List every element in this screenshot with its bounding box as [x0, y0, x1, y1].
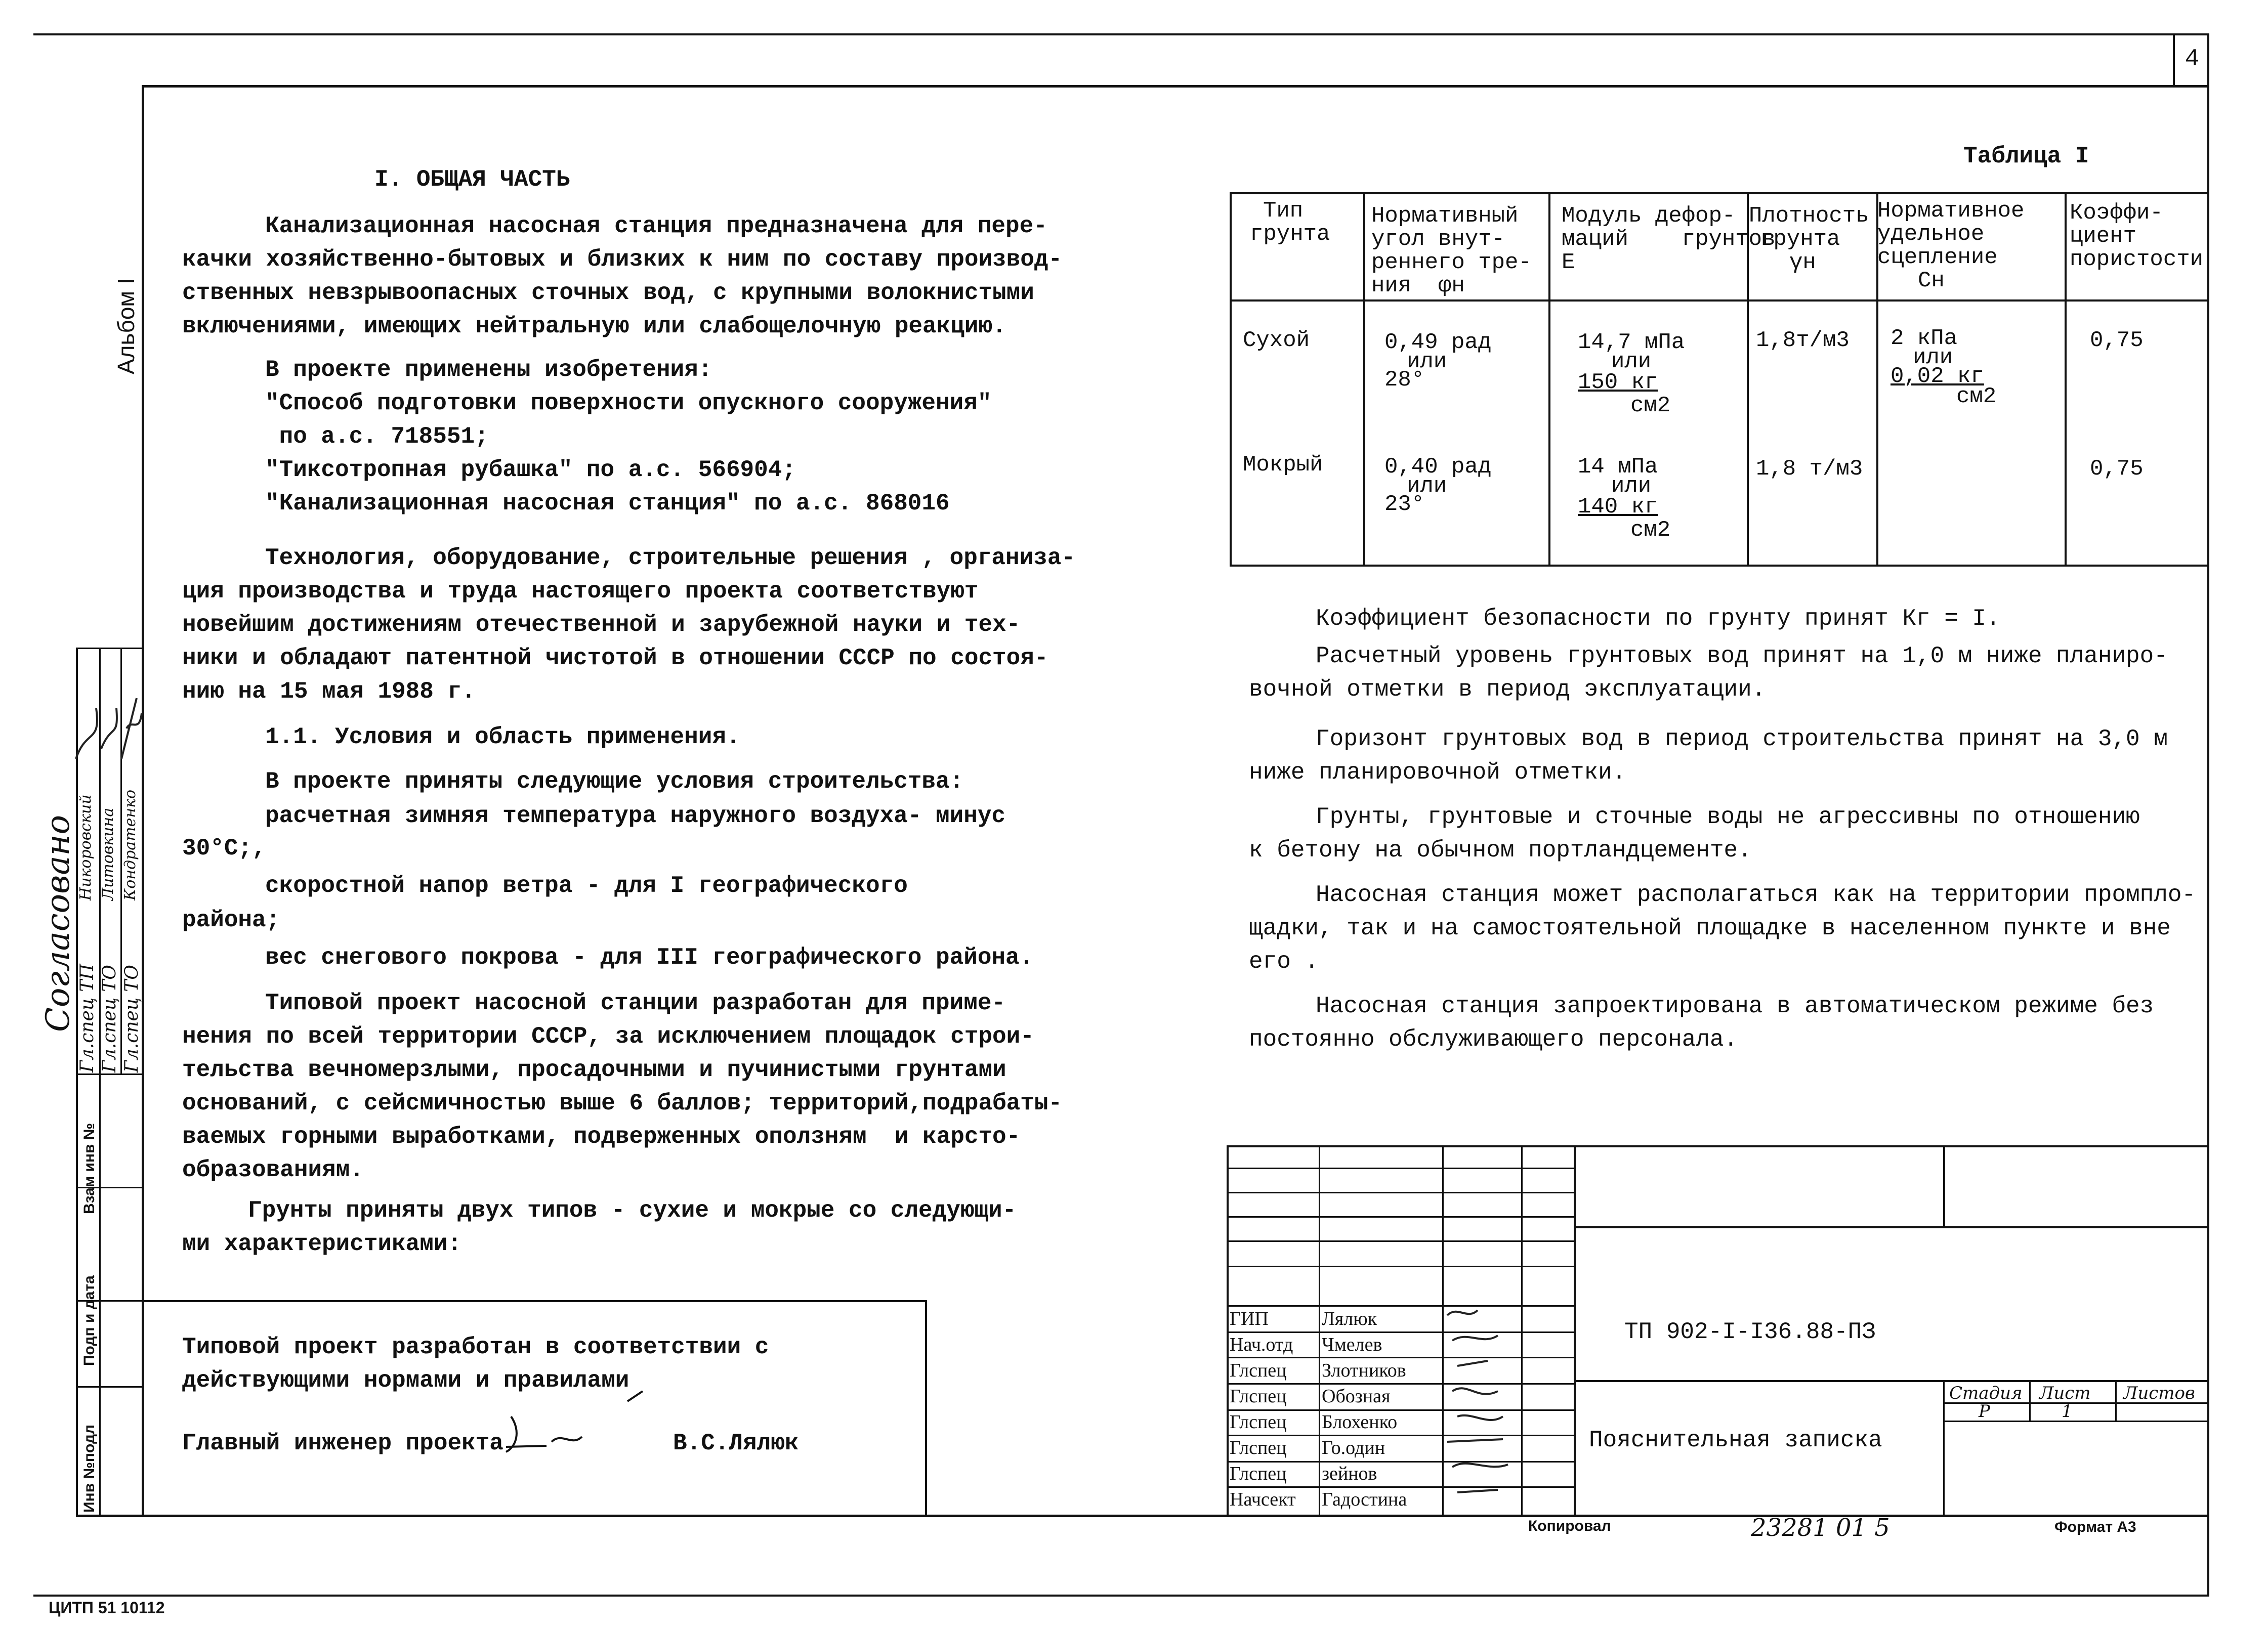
inner-frame-top [142, 85, 2208, 88]
chief-engineer-name: В.С.Лялюк [673, 1430, 799, 1456]
conditions-line-1: В проекте приняты следующие условия строительства: [265, 768, 964, 795]
archive-number: 23281 01 5 [1751, 1514, 1890, 1542]
stamp-names: Лялюк Чмелев Злотников Обозная Блохенко Го.один зейнов Гадостина [1322, 1308, 1407, 1510]
paragraph-technology: Технология, оборудование, строительные решения , организа- ция производства и труда настоящего проекта соответствуют новейшим достижениям отечественной и зарубежной науки и тех- ники и обладают патентной чистотой в отношении СССР по состоя- нию на 15 мая 1988 г. [182, 545, 1076, 705]
header-density: Плотность грунта γн [1749, 203, 1869, 275]
agreed-row-1: Гл.спец ТП [77, 964, 98, 1072]
paragraph-inventions: В проекте применены изобретения: "Способ подготовки поверхности опускного сооружения" по а.с. 718551; "Тиксотропная рубашка" по а.с. 566904; "Канализационная насосная станция" по а.с. 868016 [265, 357, 992, 517]
norms-note: Типовой проект разработан в соответствии с действующими нормами и правилами [182, 1334, 769, 1394]
sheets-header: Листов [2123, 1383, 2195, 1403]
sheet-header: Лист [2039, 1383, 2091, 1403]
page-number-box-left [2173, 33, 2175, 86]
agreed-name-3: Кондратенко [121, 789, 139, 900]
conditions-line-4: скоростной напор ветра - для I географического [265, 873, 908, 899]
header-soil-type: Тип грунта [1250, 198, 1330, 247]
section-title: I. ОБЩАЯ ЧАСТЬ [374, 166, 570, 193]
subsection-title: 1.1. Условия и область применения. [265, 724, 740, 750]
stage-value: Р [1979, 1401, 1990, 1422]
copied-label: Копировал [1528, 1518, 1611, 1534]
document-title: Пояснительная записка [1589, 1427, 1882, 1453]
row2-modulus: 14 мПа или 140 кг см2 [1578, 454, 1671, 543]
outer-frame-bottom [33, 1595, 2208, 1597]
sheet-value: 1 [2062, 1401, 2073, 1422]
row1-type: Сухой [1243, 328, 1310, 353]
row2-angle: 0,40 рад или 23° [1384, 454, 1492, 517]
paragraph-purpose: Канализационная насосная станция предназначена для пере- качки хозяйственно-бытовых и близких к ним по составу производ- ственных невзрывоопасных сточных вод, с крупными волокнистыми включениями, имеющих нейтральную или слабощелочную реакцию. [182, 213, 1063, 339]
stamp-roles: ГИП Нач.отд Глспец Глспец Глспец Глспец Глспец Начсект [1230, 1308, 1296, 1510]
document-code: ТП 902-I-I36.88-ПЗ [1624, 1319, 1876, 1345]
table-caption: Таблица I [1963, 143, 2089, 169]
header-deformation-modulus: Модуль дефор- маций грунтов Е [1562, 203, 1776, 275]
row1-density: 1,8т/м3 [1756, 328, 1850, 353]
sign-date-label: Подп и дата [81, 1275, 98, 1366]
right-p4: Грунты, грунтовые и сточные воды не агрессивны по отношению к бетону на обычном портландцементе. [1249, 804, 2140, 864]
row1-porosity: 0,75 [2090, 328, 2144, 353]
album-label: Альбом I [113, 278, 139, 374]
agreed-label: Согласовано [39, 814, 77, 1032]
row1-angle: 0,49 рад или 28° [1384, 330, 1492, 393]
stage-header: Стадия [1949, 1383, 2023, 1403]
org-code: ЦИТП 51 10112 [49, 1599, 165, 1617]
agreed-row-3: Гл.спец ТО [121, 965, 142, 1072]
agreed-name-2: Литовкина [99, 807, 117, 900]
paragraph-application: Типовой проект насосной станции разработан для приме- нения по всей территории СССР, за исключением площадок строи- тельства вечномерзлыми, просадочными и пучинистыми грунтами оснований, с сейсмичностью выше 6 баллов; территорий,подрабаты- ваемых горными выработками, подверженных оползням и карсто- образованиям. [182, 990, 1063, 1183]
conditions-line-5: района; [182, 907, 280, 933]
right-p3: Горизонт грунтовых вод в период строительства принят на 3,0 м ниже планировочной отметки. [1249, 726, 2168, 786]
inv-no-label: Инв №подл [81, 1424, 98, 1513]
outer-frame-right [2207, 33, 2209, 1597]
paragraph-soils: Грунты приняты двух типов - сухие и мокрые со следующи- ми характеристиками: [182, 1197, 1017, 1257]
conditions-line-6: вес снегового покрова - для III географического района. [265, 944, 1034, 971]
conditions-line-3: 30°С;, [182, 835, 266, 862]
right-p2: Расчетный уровень грунтовых вод принят на 1,0 м ниже планиро- вочной отметки в период эксплуатации. [1249, 643, 2168, 703]
right-p1: Коэффициент безопасности по грунту принят Кг = I. [1316, 606, 2000, 632]
row1-cohesion: 2 кПа или 0,02 кг см2 [1891, 326, 1997, 409]
row2-type: Мокрый [1243, 452, 1323, 478]
agreed-row-2: Гл.спец ТО [99, 965, 120, 1072]
header-cohesion: Нормативное удельное сцепление Сн [1877, 198, 2025, 293]
row1-modulus: 14,7 мПа или 150 кг см2 [1578, 330, 1685, 418]
right-p5: Насосная станция может располагаться как на территории промпло- щадки, так и на самостоятельной площадке в населенном пункте и вне его . [1249, 882, 2196, 975]
conditions-line-2: расчетная зимняя температура наружного воздуха- минус [265, 803, 1006, 829]
header-friction-angle: Нормативный угол внут- реннего тре- ния φн [1371, 203, 1532, 298]
outer-frame-top [33, 33, 2208, 35]
row2-porosity: 0,75 [2090, 456, 2144, 482]
chief-engineer-label: Главный инженер проекта [182, 1430, 503, 1456]
right-p6: Насосная станция запроектирована в автоматическом режиме без постоянно обслуживающего персонала. [1249, 993, 2154, 1053]
replace-inv-label: Взам инв № [81, 1123, 98, 1214]
row2-density: 1,8 т/м3 [1756, 456, 1863, 482]
page-number: 4 [2185, 46, 2200, 73]
header-porosity: Коэффи- циент пористости [2070, 200, 2204, 272]
format-label: Формат А3 [2054, 1519, 2136, 1535]
agreed-name-1: Никоровский [77, 794, 95, 900]
